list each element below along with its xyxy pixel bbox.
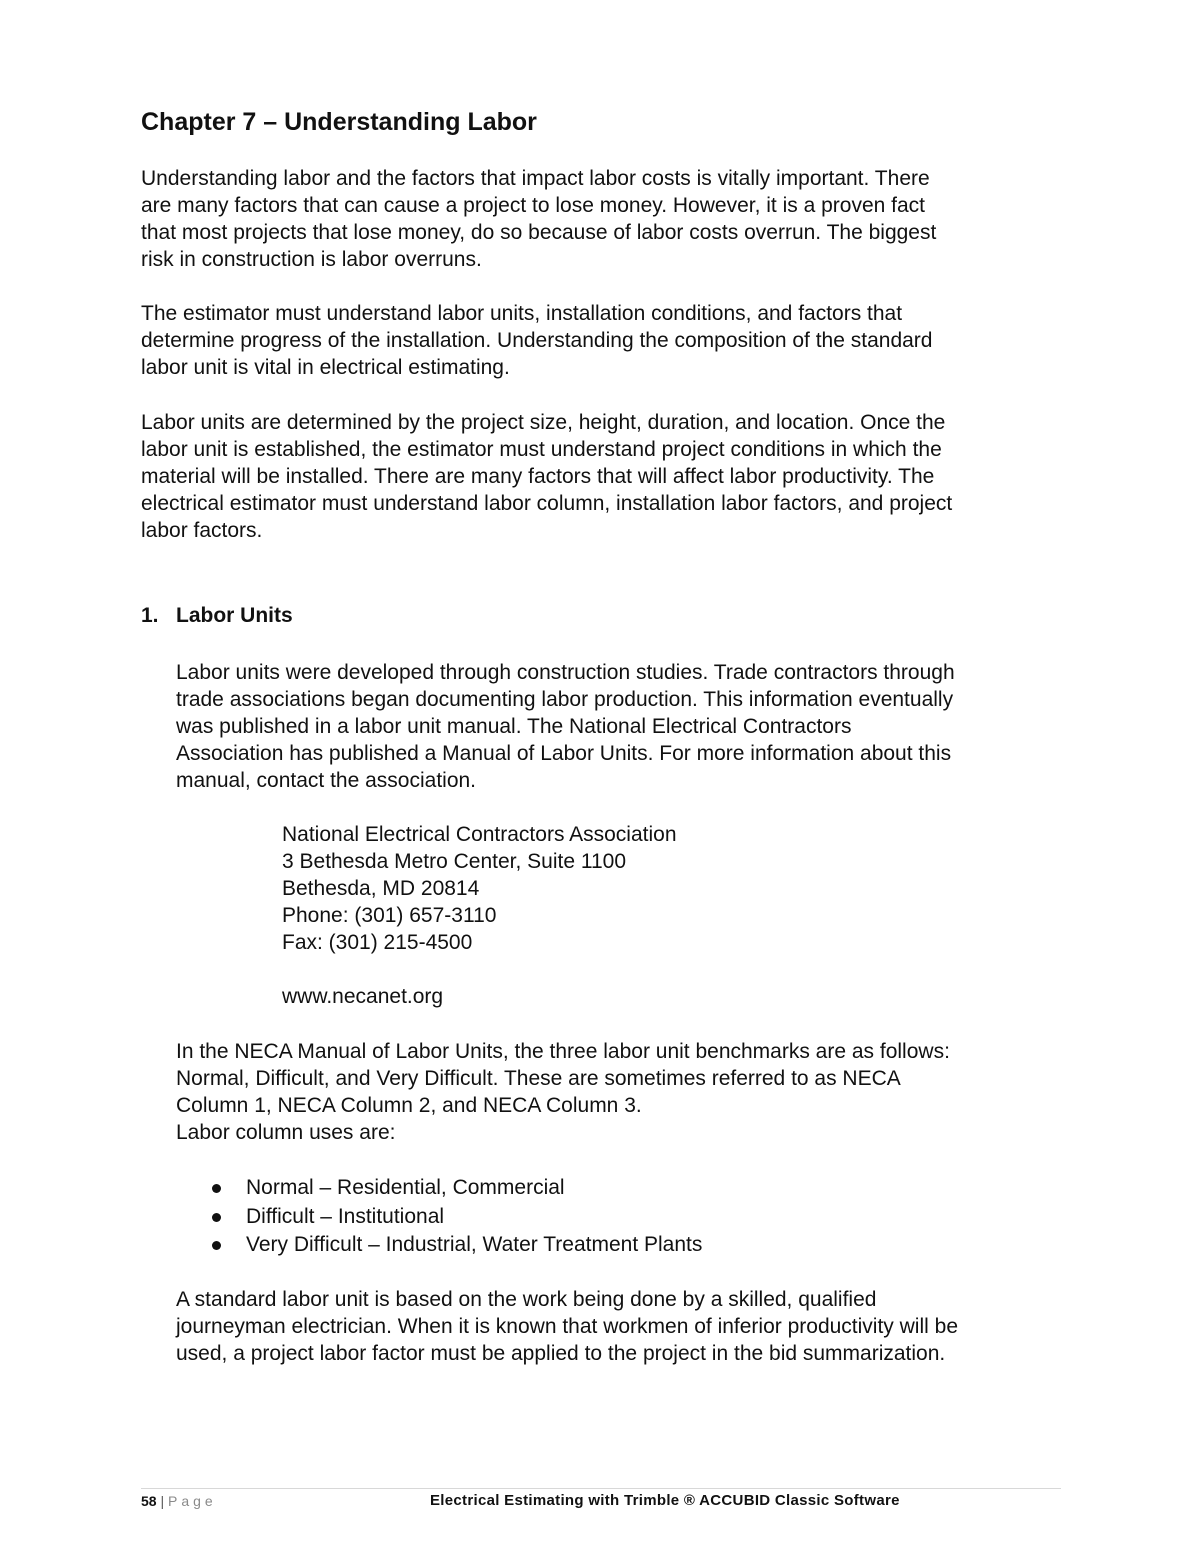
- address-street: 3 Bethesda Metro Center, Suite 1100: [282, 850, 626, 873]
- intro-paragraph-2: [141, 300, 1071, 381]
- text-line: labor factors.: [141, 519, 263, 542]
- text-line: journeyman electrician. When it is known that workmen of inferior productivity will be: [176, 1315, 958, 1338]
- footer-page-indicator: [141, 1492, 217, 1510]
- labor-column-list: [210, 1174, 702, 1260]
- text-line: determine progress of the installation. Understanding the composition of the standard: [141, 329, 933, 352]
- section-paragraph-2: [176, 1038, 1076, 1146]
- text-line: manual, contact the association.: [176, 769, 477, 792]
- bullet-icon: [212, 1241, 221, 1250]
- address-org: National Electrical Contractors Association: [282, 823, 677, 846]
- intro-paragraph-3: [141, 409, 1071, 544]
- bullet-icon: [212, 1213, 221, 1222]
- section-paragraph-1: [176, 659, 1076, 794]
- intro-paragraph-1: [141, 165, 1071, 273]
- text-line: are many factors that can cause a project to lose money. However, it is a proven fact: [141, 194, 925, 217]
- text-line: Labor units are determined by the project size, height, duration, and location. Once the: [141, 411, 946, 434]
- text-line: Association has published a Manual of Labor Units. For more information about this: [176, 742, 952, 765]
- text-line: was published in a labor unit manual. The National Electrical Contractors: [176, 715, 852, 738]
- footer-divider: [141, 1488, 1061, 1489]
- list-item-text: Normal – Residential, Commercial: [246, 1176, 565, 1199]
- text-line: electrical estimator must understand labor column, installation labor factors, and project: [141, 492, 953, 515]
- text-line: trade associations began documenting labor production. This information eventually: [176, 688, 954, 711]
- list-item-text: Difficult – Institutional: [246, 1204, 445, 1228]
- text-line: The estimator must understand labor units, installation conditions, and factors that: [141, 302, 903, 325]
- text-line: Understanding labor and the factors that impact labor costs is vitally important. There: [141, 167, 930, 190]
- list-item-text: Very Difficult – Industrial, Water Treatment Plants: [246, 1233, 703, 1256]
- chapter-title: Chapter 7 – Understanding Labor: [141, 108, 537, 136]
- section-paragraph-3: [176, 1286, 1076, 1367]
- address-website: www.necanet.org: [282, 985, 444, 1008]
- address-city: Bethesda, MD 20814: [282, 877, 480, 900]
- text-line: Column 1, NECA Column 2, and NECA Column 3.: [176, 1094, 642, 1117]
- list-item: [210, 1174, 702, 1203]
- text-line: material will be installed. There are many factors that will affect labor productivity. The: [141, 465, 935, 488]
- address-block: [282, 821, 677, 1010]
- address-phone: Phone: (301) 657-3110: [282, 904, 497, 927]
- list-item: [210, 1231, 702, 1260]
- text-line: Labor units were developed through construction studies. Trade contractors through: [176, 661, 955, 684]
- text-line: Normal, Difficult, and Very Difficult. These are sometimes referred to as NECA: [176, 1067, 901, 1090]
- text-line: risk in construction is labor overruns.: [141, 248, 482, 271]
- footer-separator: |: [160, 1493, 165, 1509]
- section-number: 1.: [141, 604, 159, 627]
- address-fax: Fax: (301) 215-4500: [282, 931, 473, 954]
- footer-book-title: Electrical Estimating with Trimble ® ACCUBID Classic Software: [430, 1492, 900, 1509]
- text-line: used, a project labor factor must be applied to the project in the bid summarization.: [176, 1342, 946, 1365]
- text-line: A standard labor unit is based on the work being done by a skilled, qualified: [176, 1288, 877, 1311]
- text-line: Labor column uses are:: [176, 1121, 396, 1144]
- text-line: In the NECA Manual of Labor Units, the three labor unit benchmarks are as follows:: [176, 1040, 950, 1063]
- bullet-icon: [212, 1184, 221, 1193]
- text-line: that most projects that lose money, do so because of labor costs overrun. The biggest: [141, 221, 937, 244]
- text-line: labor unit is established, the estimator must understand project conditions in which the: [141, 438, 942, 461]
- text-line: labor unit is vital in electrical estimating.: [141, 356, 510, 379]
- page-number: 58: [141, 1493, 157, 1509]
- spacer: [282, 956, 677, 983]
- list-item: [210, 1203, 702, 1232]
- page-label: Page: [168, 1493, 217, 1509]
- section-title: Labor Units: [176, 604, 293, 627]
- section-heading: [141, 602, 293, 629]
